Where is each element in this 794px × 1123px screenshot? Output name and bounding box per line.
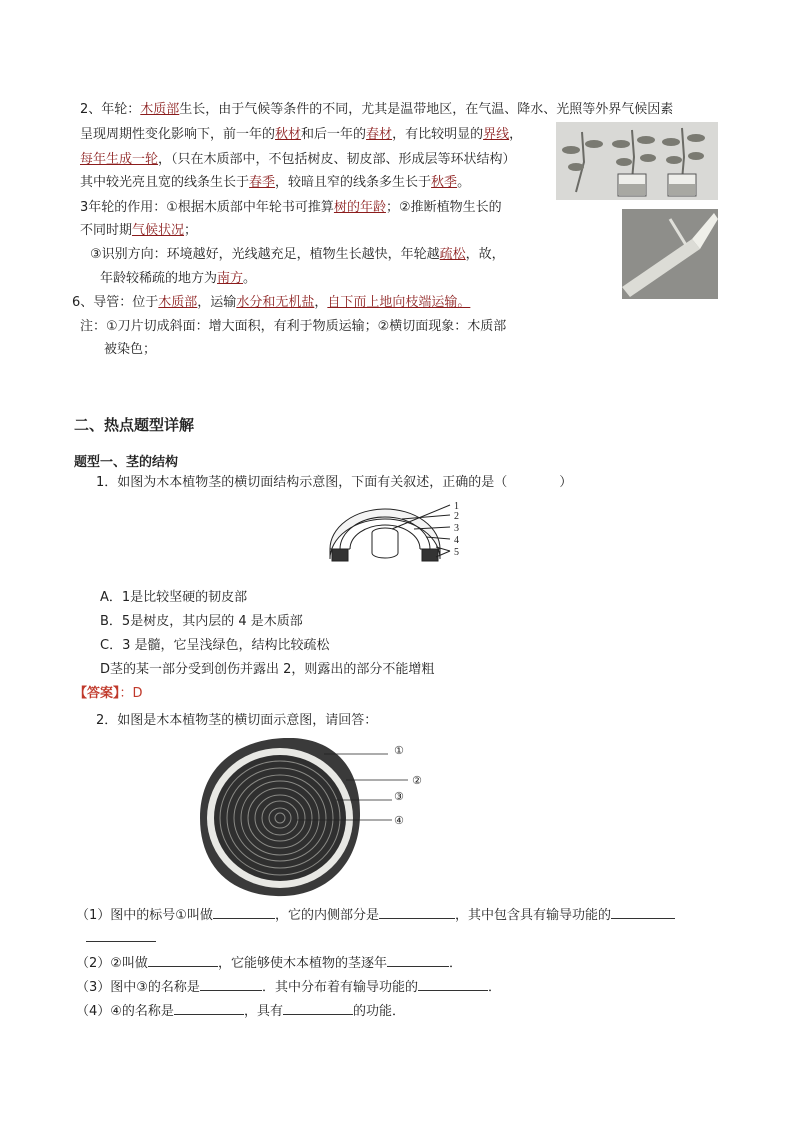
line-vessel: 6、导管：位于木质部，运输水分和无机盐，自下而上地向枝端运输。 [72,295,471,310]
stem-cut-photo [622,209,718,299]
diagram-label-3: 3 [454,523,459,534]
ring-label-1: ① [394,744,404,757]
blank-2a[interactable] [148,953,218,967]
plants-in-beakers-photo [556,122,718,200]
option-a: A．1是比较坚硬的韧皮部 [100,590,248,605]
line-note-2: 被染色； [104,342,157,357]
line-annual-ring-1: 2、年轮：木质部生长，由于气候等条件的不同，尤其是温带地区，在气温、降水、光照等外界气候因素 [80,102,674,117]
line-annual-ring-2: 呈现周期性变化影响下，前一年的秋材和后一年的春材，有比较明显的界线， [80,127,523,142]
blank-1b[interactable] [379,905,455,919]
blank-1a[interactable] [213,905,275,919]
ring-label-3: ③ [394,790,404,803]
option-c: C．3 是髓，它呈浅绿色，结构比较疏松 [100,638,330,653]
stem-structure-diagram [322,497,470,575]
tree-ring-diagram [196,738,436,898]
blank-1c[interactable] [611,905,675,919]
diagram-label-5: 5 [454,547,459,558]
diagram-label-1: 1 [454,501,459,512]
line-ring-direction-2: 年龄较稀疏的地方为南方。 [100,271,257,286]
subsection-title: 题型一、茎的结构 [74,455,179,470]
option-b: B．5是树皮，其内层的 4 是木质部 [100,614,303,629]
subquestion-1-cont [86,928,156,948]
ring-label-4: ④ [394,814,404,827]
line-ring-function-1: 3年轮的作用：①根据木质部中年轮书可推算树的年龄；②推断植物生长的 [80,200,502,215]
blank-4a[interactable] [174,1001,244,1015]
blank-3a[interactable] [200,977,262,991]
blank-3b[interactable] [418,977,488,991]
question-2-stem: 2．如图是木本植物茎的横切面示意图，请回答： [96,713,378,728]
subquestion-4: （4）④的名称是 ，具有 的功能． [76,1001,405,1021]
line-annual-ring-4: 其中较光亮且宽的线条生长于春季，较暗且窄的线条多生长于秋季。 [80,175,471,190]
line-ring-function-2: 不同时期气候状况； [80,223,198,238]
line-ring-direction-1: ③识别方向：环境越好，光线越充足，植物生长越快，年轮越疏松，故， [90,247,505,262]
ring-label-2: ② [412,774,422,787]
subquestion-1: （1）图中的标号①叫做 ，它的内侧部分是 ，其中包含具有输导功能的 [76,905,675,925]
blank-2b[interactable] [387,953,449,967]
section-title: 二、热点题型详解 [74,416,195,434]
line-note-1: 注：①刀片切成斜面：增大面积，有利于物质运输；②横切面现象：木质部 [80,319,507,334]
diagram-label-2: 2 [454,511,459,522]
blank-1d[interactable] [86,928,156,942]
option-d: D茎的某一部分受到创伤并露出 2，则露出的部分不能增粗 [100,662,435,677]
diagram-label-4: 4 [454,535,459,546]
blank-4b[interactable] [283,1001,353,1015]
line-annual-ring-3: 每年生成一轮，（只在木质部中，不包括树皮、韧皮部、形成层等环状结构） [80,152,516,167]
answer: 【答案】：D [74,686,143,701]
subquestion-2: （2）②叫做 ，它能够使木本植物的茎逐年 ． [76,953,462,973]
subquestion-3: （3）图中③的名称是 ．其中分布着有输导功能的 ． [76,977,501,997]
question-1-stem: 1．如图为木本植物茎的横切面结构示意图，下面有关叙述，正确的是（ ） [96,475,573,490]
